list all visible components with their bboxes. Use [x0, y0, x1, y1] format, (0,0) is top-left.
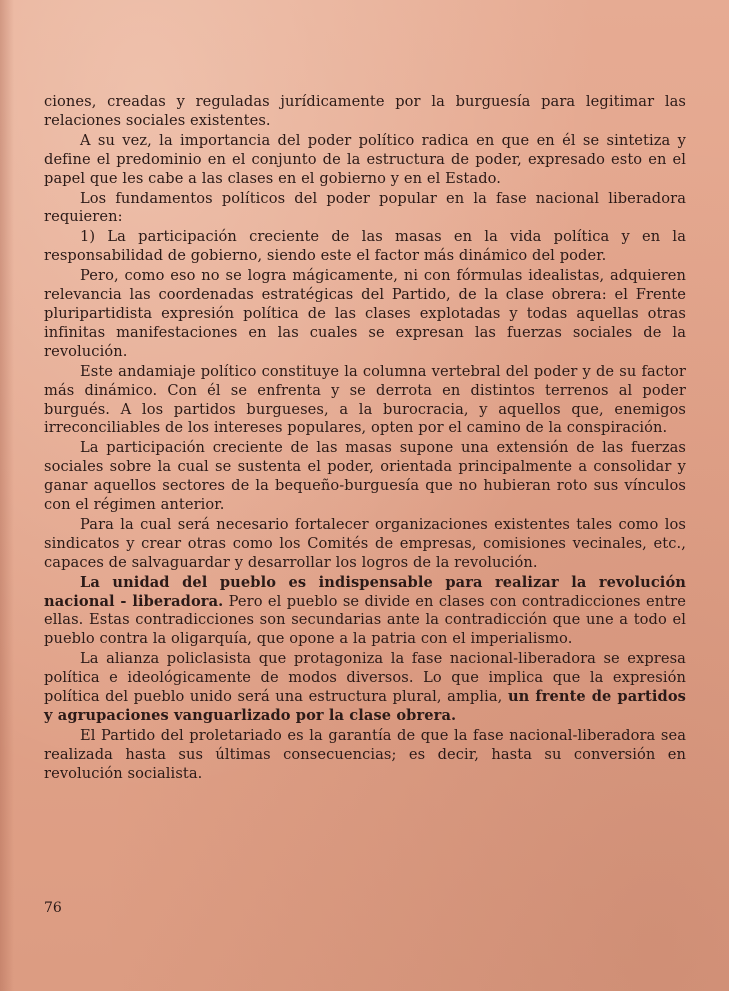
text-span: A su vez, la importancia del poder político radica en que en él se sintetiza y define el predominio en el conjunto de la estructura de poder, expresado esto en el papel que les cabe a las clases en el gobierno y en el Estado.	[44, 131, 686, 187]
text-span: Este andamiaje político constituye la columna vertebral del poder y de su factor más dinámico. Con él se enfrenta y se derrota en distintos terrenos al poder burgués. A los partidos burgueses, a la burocracia, y aquellos que, enemigos irreconciliables de los intereses populares, opten por el camino de la conspiración.	[44, 362, 686, 437]
paragraph	[44, 727, 686, 784]
text-span: ciones, creadas y reguladas jurídicamente por la burguesía para legitimar las relaciones sociales existentes.	[44, 93, 686, 129]
text-span: Pero, como eso no se logra mágicamente, ni con fórmulas idealistas, adquieren relevancia las coordenadas estratégicas del Partido, de la clase obrera: el Frente pluripartidista expresión política de las clases explotadas y todas aquellas otras infinitas manifestaciones en las cuales se expresan las fuerzas sociales de la revolución.	[44, 267, 686, 360]
page-number: 76	[44, 900, 62, 916]
text-span: Para la cual será necesario fortalecer organizaciones existentes tales como los sindicatos y crear otras como los Comités de empresas, comisiones vecinales, etc., capaces de salvaguardar y desarrollar los logros de la revolución.	[44, 515, 686, 571]
paragraph	[44, 228, 686, 266]
paragraph	[44, 650, 686, 726]
paragraph	[44, 439, 686, 515]
text-span: El Partido del proletariado es la garantía de que la fase nacional-liberadora sea realizada hasta sus últimas consecuencias; es decir, hasta su conversión en revolución socialista.	[44, 726, 686, 782]
text-span: 1) La participación creciente de las masas en la vida política y en la responsabilidad de gobierno, siendo este el factor más dinámico del poder.	[44, 228, 686, 265]
text-span: La alianza policlasista que protagoniza la fase nacional-liberadora se expresa política e ideológicamente de modos diversos. Lo que implica que la expresión política del pueblo unido será una estructura plural, amplia,	[44, 650, 686, 706]
paragraph	[44, 93, 686, 131]
paragraph	[44, 132, 686, 189]
paragraph	[44, 516, 686, 573]
body-text	[44, 93, 686, 784]
bold-text-span: La unidad del pueblo es indispensable para realizar la revolución nacional - liberadora.	[44, 573, 686, 610]
text-span: Pero el pueblo se divide en clases con contradicciones entre ellas. Estas contradicciones son secundarias ante la contradicción que une a todo el pueblo contra la oligarquía, que opone a la patria con el imperialismo.	[44, 592, 686, 648]
bold-text-span: un frente de partidos y agrupaciones vanguarlizado por la clase obrera.	[44, 688, 686, 724]
paragraph	[44, 574, 686, 650]
text-span: La participación creciente de las masas supone una extensión de las fuerzas sociales sobre la cual se sustenta el poder, orientada principalmente a consolidar y ganar aquellos sectores de la bequeño-burguesía que no hubieran roto sus vínculos con el régimen anterior.	[44, 439, 686, 514]
paragraph	[44, 363, 686, 439]
paragraph	[44, 190, 686, 228]
text-span: Los fundamentos políticos del poder popular en la fase nacional liberadora requieren:	[44, 189, 686, 226]
paragraph	[44, 267, 686, 362]
